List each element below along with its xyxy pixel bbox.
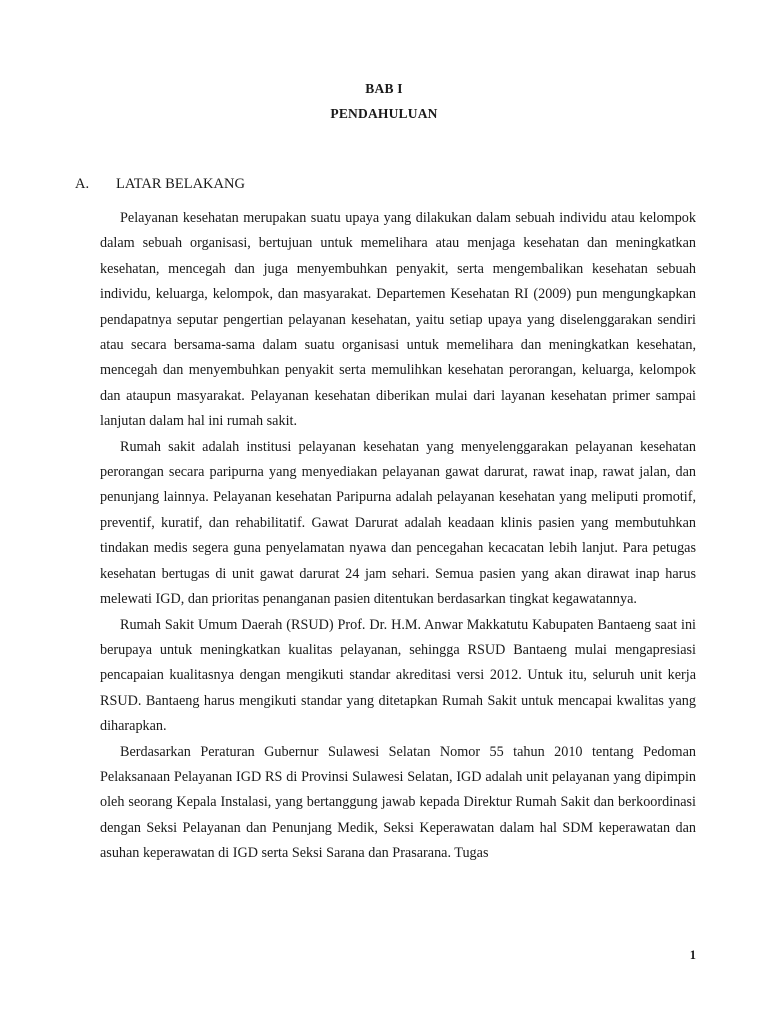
chapter-label: BAB I [365,81,403,96]
chapter-title: PENDAHULUAN [330,106,438,121]
section-heading [75,176,245,193]
page-number: 1 [689,948,696,962]
paragraph: Rumah sakit adalah institusi pelayanan kesehatan yang menyelenggarakan pelayanan kesehatan perorangan secara paripurna yang menyediakan pelayanan gawat darurat, rawat inap, rawat jalan, dan penunjang lainnya. Pelayanan kesehatan Paripurna adalah pelayanan kesehatan yang meliputi promotif, preventif, kuratif, dan rehabilitatif. Gawat Darurat adalah keadaan klinis pasien yang membutuhkan tindakan medis segera guna penyelamatan nyawa dan pencegahan kecacatan lebih lanjut. Para petugas kesehatan bertugas di unit gawat darurat 24 jam sehari. Semua pasien yang akan dirawat inap harus melewati IGD, dan prioritas penanganan pasien ditentukan berdasarkan tingkat kegawatannya. [100,438,696,608]
section-number: A. [75,176,90,192]
section-title: LATAR BELAKANG [116,176,245,192]
paragraph: Berdasarkan Peraturan Gubernur Sulawesi Selatan Nomor 55 tahun 2010 tentang Pedoman Pelaksanaan Pelayanan IGD RS di Provinsi Sulawesi Selatan, IGD adalah unit pelayanan yang dipimpin oleh seorang Kepala Instalasi, yang bertanggung jawab kepada Direktur Rumah Sakit dan berkoordinasi dengan Seksi Pelayanan dan Penunjang Medik, Seksi Keperawatan dalam hal SDM keperawatan dan asuhan keperawatan di IGD serta Seksi Sarana dan Prasarana. Tugas [100,743,696,862]
paragraph: Rumah Sakit Umum Daerah (RSUD) Prof. Dr. H.M. Anwar Makkatutu Kabupaten Bantaeng saat ini berupaya untuk meningkatkan kualitas pelayanan, sehingga RSUD Bantaeng mulai mengapresiasi pencapaian kualitasnya dengan mengikuti standar akreditasi versi 2012. Untuk itu, seluruh unit kerja RSUD. Bantaeng harus mengikuti standar yang ditetapkan Rumah Sakit untuk mencapai kwalitas yang diharapkan. [100,616,696,735]
body-text [100,206,696,867]
paragraph: Pelayanan kesehatan merupakan suatu upaya yang dilakukan dalam sebuah individu atau kelompok dalam sebuah organisasi, bertujuan untuk memelihara atau menjaga kesehatan dan meningkatkan kesehatan, mencegah dan juga menyembuhkan penyakit, serta mengembalikan kesehatan sebuah individu, keluarga, kelompok, dan masyarakat. Departemen Kesehatan RI (2009) pun mengungkapkan pendapatnya seputar pengertian pelayanan kesehatan, yaitu setiap upaya yang diselenggarakan sendiri atau secara bersama-sama dalam suatu organisasi untuk memelihara dan meningkatkan kesehatan, mencegah dan menyembuhkan penyakit serta memulihkan kesehatan perorangan, keluarga, kelompok dan ataupun masyarakat. Pelayanan kesehatan diberikan mulai dari layanan kesehatan primer sampai lanjutan dalam hal ini rumah sakit. [100,210,696,430]
